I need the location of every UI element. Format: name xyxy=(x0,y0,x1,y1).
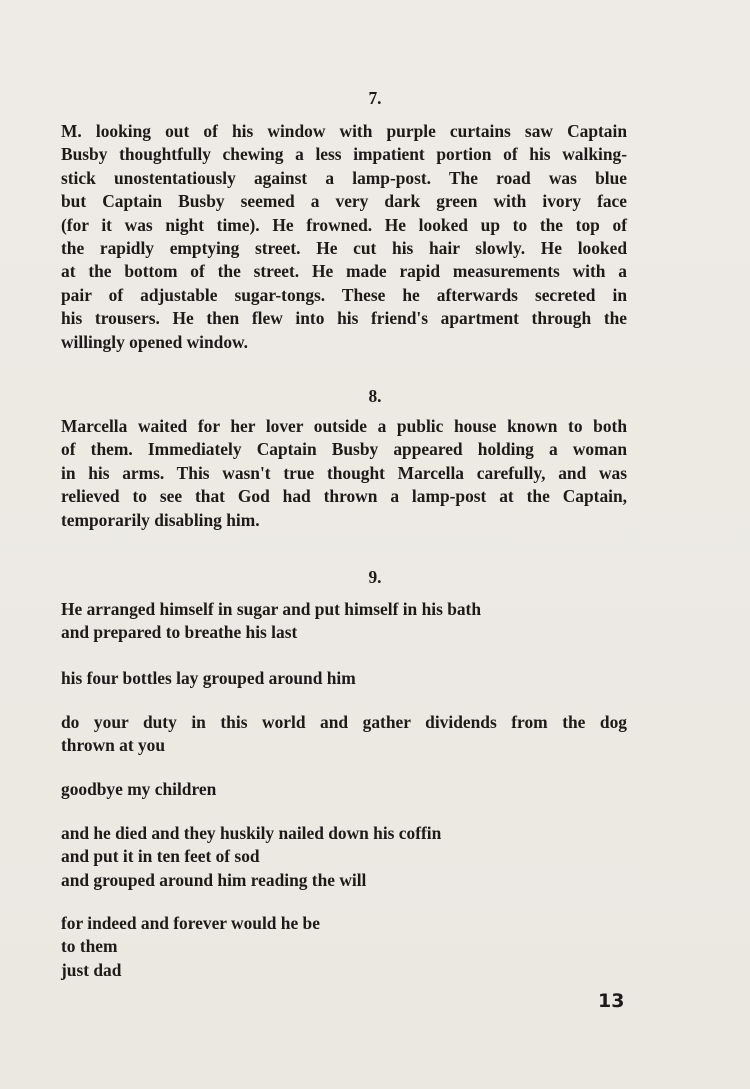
paragraph-line: willingly opened window. xyxy=(61,331,248,352)
paragraph-line: of them. Immediately Captain Busby appeared holding a woman xyxy=(61,439,627,460)
poem-line: goodbye my children xyxy=(61,779,217,799)
paragraph-line: pair of adjustable sugar-tongs. These he afterwards secreted in xyxy=(61,284,627,305)
section-8-paragraph xyxy=(61,415,627,532)
paragraph-line: but Captain Busby seemed a very dark green with ivory face xyxy=(61,191,627,212)
poem-line: and prepared to breathe his last xyxy=(61,622,298,643)
poem-stanza xyxy=(61,598,627,645)
paragraph-line: Marcella waited for her lover outside a public house known to both xyxy=(61,416,627,436)
paragraph-line: Busby thoughtfully chewing a less impatient portion of his walking- xyxy=(61,144,627,165)
poem-line: thrown at you xyxy=(61,735,166,756)
page-number: 13 xyxy=(598,990,625,1012)
paragraph-line: the rapidly emptying street. He cut his hair slowly. He looked xyxy=(61,238,627,259)
paragraph-line: relieved to see that God had thrown a lamp-post at the Captain, xyxy=(61,486,627,507)
section-heading-7: 7. xyxy=(368,88,382,108)
paragraph-line: (for it was night time). He frowned. He looked up to the top of xyxy=(61,214,627,235)
poem-line: to them xyxy=(61,936,118,957)
section-heading-9: 9. xyxy=(368,567,382,587)
poem-line: He arranged himself in sugar and put himself in his bath xyxy=(61,599,482,619)
poem-stanza xyxy=(61,778,627,801)
paragraph-line: M. looking out of his window with purple curtains saw Captain xyxy=(61,121,627,141)
poem-line: do your duty in this world and gather dividends from the dog xyxy=(61,712,627,732)
paragraph-line: stick unostentatiously against a lamp-post. The road was blue xyxy=(61,167,627,188)
section-7-paragraph xyxy=(61,120,627,354)
paragraph-line: temporarily disabling him. xyxy=(61,509,260,530)
poem-line: and he died and they huskily nailed down his coffin xyxy=(61,823,442,843)
poem-line: his four bottles lay grouped around him xyxy=(61,668,356,688)
section-heading-8: 8. xyxy=(368,386,382,406)
paragraph-line: his trousers. He then flew into his friend's apartment through the xyxy=(61,308,627,329)
poem-line: and put it in ten feet of sod xyxy=(61,846,260,867)
paragraph-line: in his arms. This wasn't true thought Marcella carefully, and was xyxy=(61,462,627,483)
poem-line: and grouped around him reading the will xyxy=(61,869,367,890)
poem-line: for indeed and forever would he be xyxy=(61,913,320,933)
paragraph-line: at the bottom of the street. He made rapid measurements with a xyxy=(61,261,627,282)
poem-stanza xyxy=(61,912,627,982)
poem-stanza xyxy=(61,711,627,758)
poem-line: just dad xyxy=(61,959,122,980)
poem-stanza xyxy=(61,822,627,892)
poem-stanza xyxy=(61,667,627,690)
